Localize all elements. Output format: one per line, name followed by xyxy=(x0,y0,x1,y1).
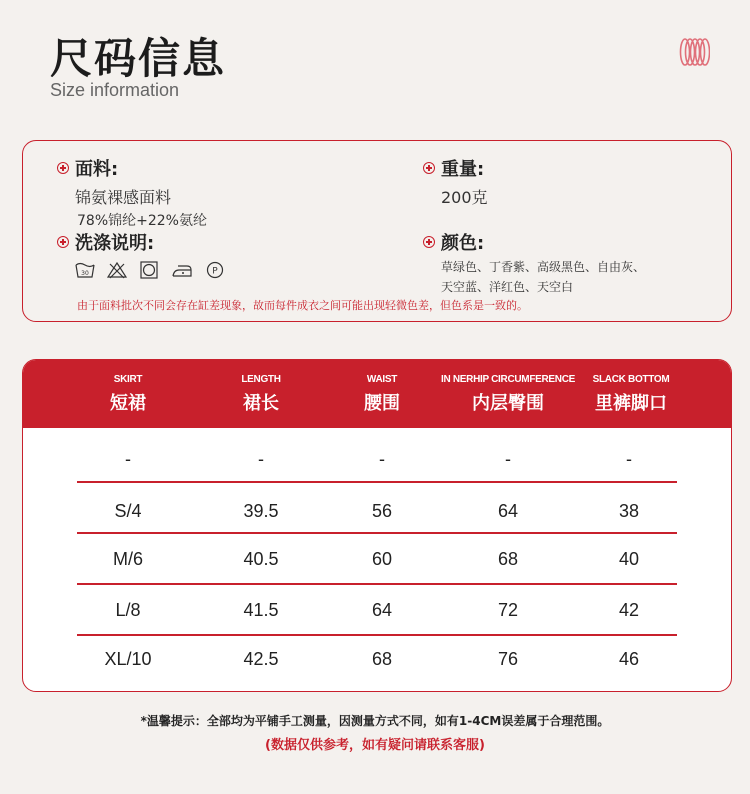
color-list-line-1: 草绿色、丁香紫、高级黑色、自由灰、 xyxy=(441,260,646,274)
table-row: L/8 41.5 64 72 42 xyxy=(115,600,640,620)
table-row: S/4 39.5 56 64 38 xyxy=(114,501,640,521)
table-row: XL/10 42.5 68 76 46 xyxy=(104,649,640,669)
measurement-tip: *温馨提示：全部均为平铺手工测量，因测量方式不同，如有1-4CM误差属于合理范围。 xyxy=(140,714,610,728)
table-row: - - - - - xyxy=(125,449,632,469)
iron-low-icon xyxy=(171,261,193,279)
care-label: 洗涤说明: xyxy=(75,233,155,254)
wash-30-icon xyxy=(75,261,95,279)
page-subtitle: Size information xyxy=(50,80,180,100)
plus-circle-icon xyxy=(423,236,435,248)
contact-note: (数据仅供参考，如有疑问请联系客服) xyxy=(265,738,485,753)
plus-circle-icon xyxy=(423,162,435,174)
product-info-panel xyxy=(22,140,732,322)
column-header-slack-bottom: SLACK BOTTOM 里裤脚口 xyxy=(592,374,670,414)
table-row: M/6 40.5 60 68 40 xyxy=(112,549,640,569)
weight-section xyxy=(423,155,488,208)
svg-text:30: 30 xyxy=(81,270,89,277)
column-header-skirt: SKIRT 短裙 xyxy=(110,374,146,414)
fabric-label: 面料: xyxy=(75,159,119,180)
row-divider xyxy=(77,481,677,483)
page-title: 尺码信息 xyxy=(50,34,227,83)
fabric-value: 锦氨裸感面料 xyxy=(75,188,172,207)
color-section xyxy=(423,229,645,297)
column-header-waist: WAIST 腰围 xyxy=(364,374,400,414)
fabric-composition: 78%锦纶+22%氨纶 xyxy=(77,213,207,229)
svg-text:P: P xyxy=(212,266,218,277)
dry-clean-p-icon xyxy=(205,261,225,279)
color-variance-note: 由于面料批次不同会存在缸差现象，故而每件成衣之间可能出现轻微色差，但色系是一致的。 xyxy=(77,299,528,312)
size-table-header xyxy=(23,360,731,428)
size-table xyxy=(22,359,732,692)
plus-circle-icon xyxy=(57,236,69,248)
plus-circle-icon xyxy=(57,162,69,174)
fabric-section xyxy=(57,155,207,230)
column-header-inner-hip: IN NERHIP CIRCUMFERENCE 内层臀围 xyxy=(440,374,576,414)
weight-value: 200克 xyxy=(441,188,488,207)
tumble-dry-icon xyxy=(139,261,159,279)
column-header-length: LENGTH 裙长 xyxy=(241,374,281,414)
care-section xyxy=(57,229,225,279)
rings-decoration-icon xyxy=(678,37,710,67)
no-bleach-icon xyxy=(107,261,127,279)
weight-label: 重量: xyxy=(441,159,485,180)
color-label: 颜色: xyxy=(441,233,485,254)
color-list-line-2: 天空蓝、洋红色、天空白 xyxy=(441,280,574,294)
